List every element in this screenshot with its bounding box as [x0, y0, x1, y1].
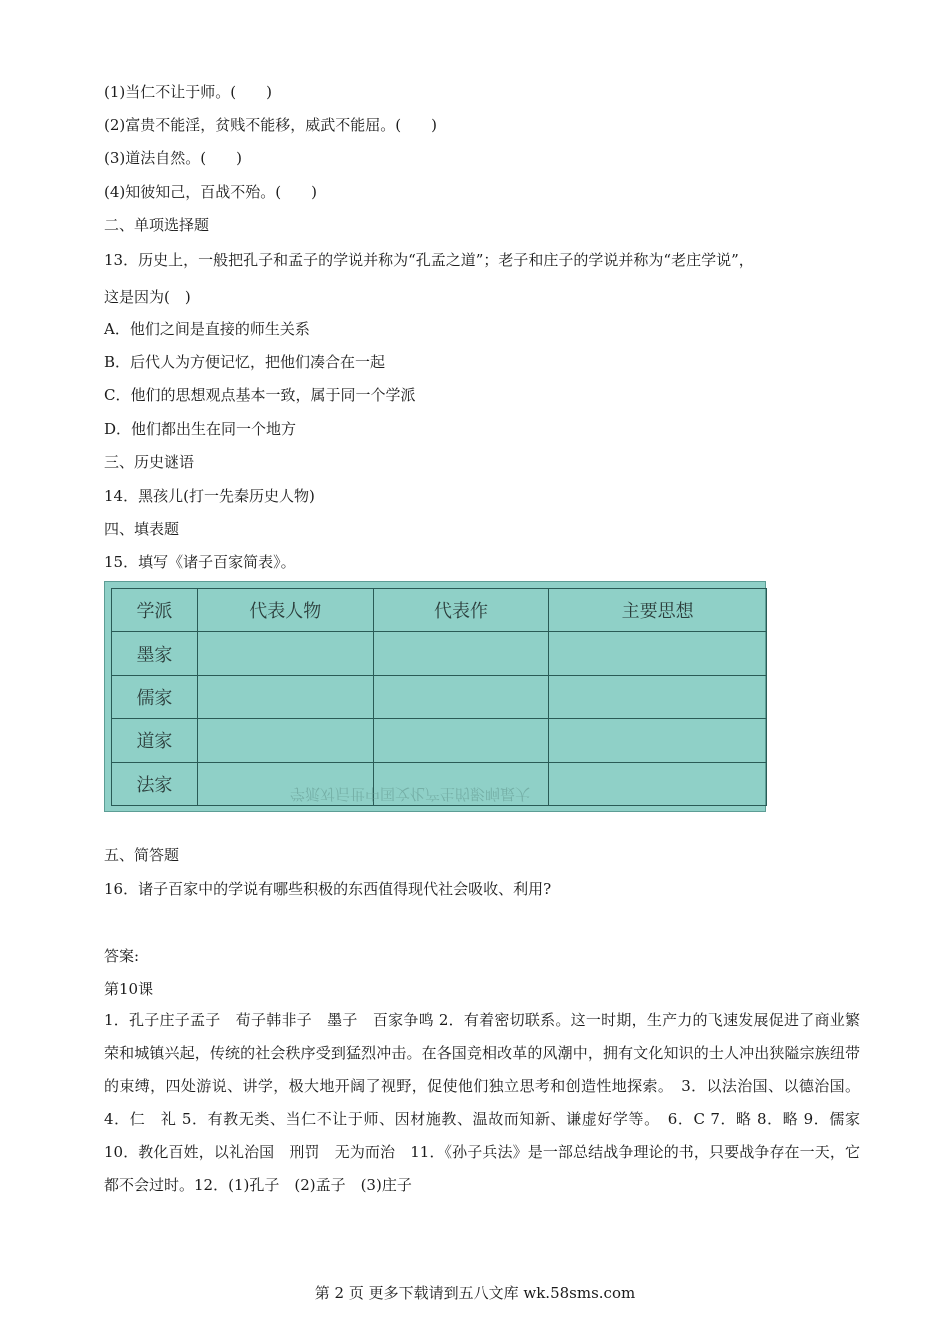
table-row [112, 719, 767, 762]
scanned-table-image [104, 581, 766, 812]
section-heading-4: 四、填表题 [104, 520, 180, 538]
page-footer: 第 2 页 更多下载请到五八文库 wk.58sms.com [314, 1284, 636, 1302]
table-cell [549, 632, 767, 675]
table-cell [197, 632, 373, 675]
table-cell [549, 719, 767, 762]
table-header-cell: 代表作 [373, 589, 549, 632]
table-header-cell: 学派 [112, 589, 198, 632]
table-header-cell: 代表人物 [197, 589, 373, 632]
q14: 14．黑孩儿(打一先秦历史人物) [104, 487, 315, 505]
table-header-cell: 主要思想 [549, 589, 767, 632]
table-row [112, 675, 767, 718]
mirrored-watermark-text: 学派对后世中国文化产生的影响最大 [290, 785, 531, 803]
q12-item-1: (1)当仁不让于师。( ) [104, 83, 272, 101]
q12-item-4: (4)知彼知己，百战不殆。( ) [104, 183, 317, 201]
table-header-row [112, 589, 767, 632]
section-heading-5: 五、简答题 [104, 846, 180, 864]
table-cell [549, 762, 767, 805]
table-cell [197, 719, 373, 762]
table-row-label: 儒家 [112, 675, 198, 718]
q16: 16．诸子百家中的学说有哪些积极的东西值得现代社会吸收、利用? [104, 880, 552, 898]
q13-option-a: A．他们之间是直接的师生关系 [104, 320, 310, 338]
section-heading-2: 二、单项选择题 [104, 216, 210, 234]
table-cell [373, 632, 549, 675]
answers-body: 1．孔子庄子孟子 荀子韩非子 墨子 百家争鸣 2．有着密切联系。这一时期，生产力的飞速发展促进了商业繁荣和城镇兴起，传统的社会秩序受到猛烈冲击。在各国竞相改革的风潮中，拥有文化知识的士人冲出狭隘宗族纽带的束缚，四处游说、讲学，极大地开阔了视野，促使他们独立思考和创造性地探索。 3．以法治国、以德治国。4．仁 礼 5．有教无类、当仁不让于师、因材施教、温故而知新、谦虚好学等。 6．C 7．略 8．略 9．儒家 10．教化百姓，以礼治国 刑罚 无为而治 11．《孙子兵法》是一部总结战争理论的书，只要战争存在一天，它都不会过时。12．(1)孔子 (2)孟子 (3)庄子 [104, 1011, 860, 1194]
table-row-label: 道家 [112, 719, 198, 762]
q13-stem-line1: 13．历史上，一般把孔子和孟子的学说并称为“孔孟之道”；老子和庄子的学说并称为“老庄学说”， [104, 251, 754, 269]
section-heading-3: 三、历史谜语 [104, 453, 195, 471]
q12-item-2: (2)富贵不能淫，贫贱不能移，威武不能屈。( ) [104, 116, 437, 134]
q12-item-3: (3)道法自然。( ) [104, 149, 242, 167]
table-cell [197, 675, 373, 718]
table-cell [373, 675, 549, 718]
q13-option-b: B．后代人为方便记忆，把他们凑合在一起 [104, 353, 386, 371]
q15: 15．填写《诸子百家简表》。 [104, 553, 296, 571]
table-cell [549, 675, 767, 718]
answers-lesson: 第10课 [104, 980, 154, 998]
q13-option-c: C．他们的思想观点基本一致，属于同一个学派 [104, 386, 416, 404]
q13-stem-line2: 这是因为( ) [104, 288, 191, 306]
table-row-label: 墨家 [112, 632, 198, 675]
q13-option-d: D．他们都出生在同一个地方 [104, 420, 297, 438]
table-row-label: 法家 [112, 762, 198, 805]
answers-heading: 答案: [104, 947, 140, 965]
schools-table [111, 588, 767, 806]
table-cell [373, 719, 549, 762]
table-row [112, 632, 767, 675]
